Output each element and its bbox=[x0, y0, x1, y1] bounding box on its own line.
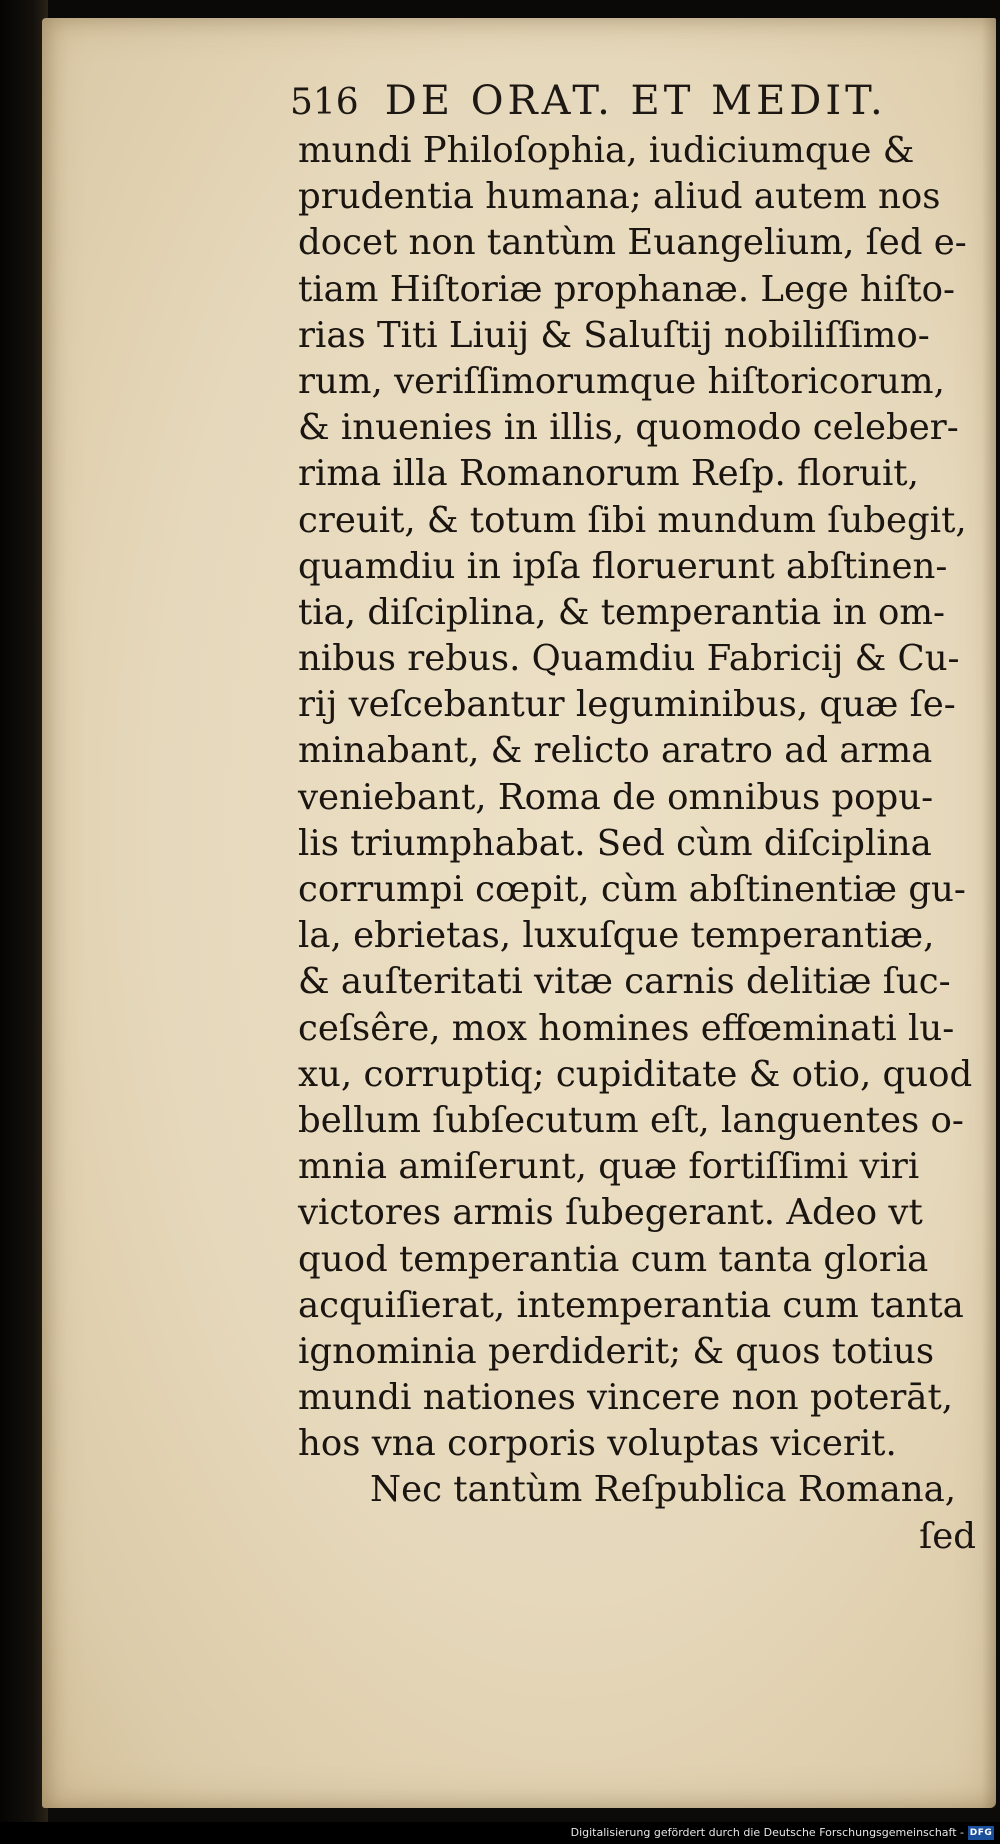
scan-border-left bbox=[0, 0, 48, 1844]
text-line: minabant, & relicto aratro ad arma bbox=[298, 730, 933, 772]
text-line: prudentia humana; aliud autem nos bbox=[298, 176, 941, 218]
text-line: rij veſcebantur leguminibus, quæ ſe- bbox=[298, 684, 956, 726]
text-line: creuit, & totum ſibi mundum ſubegit, bbox=[298, 499, 967, 541]
page-header bbox=[290, 78, 940, 124]
text-line: corrumpi cœpit, cùm abſtinentiæ gu- bbox=[298, 869, 966, 910]
text-line: veniebant, Roma de omnibus popu- bbox=[298, 776, 934, 818]
text-line: la, ebrietas, luxuſque temperantiæ, bbox=[298, 915, 935, 957]
footer-credit: Digitalisierung gefördert durch die Deutsche Forschungsgemeinschaft - bbox=[570, 1826, 964, 1839]
paragraph-start-line: Nec tantùm Reſpublica Romana, bbox=[370, 1469, 957, 1511]
text-line: docet non tantùm Euangelium, ſed e- bbox=[298, 222, 967, 264]
dfg-logo: DFG bbox=[969, 1828, 993, 1838]
text-line: ceſsêre, mox homines effœminati lu- bbox=[298, 1007, 955, 1049]
body-text bbox=[298, 128, 988, 1560]
text-line: rum, veriſſimorumque hiſtoricorum, bbox=[298, 360, 945, 402]
catchword: ſed bbox=[919, 1515, 976, 1557]
text-line: ignominia perdiderit; & quos totius bbox=[298, 1330, 935, 1372]
text-line: nibus rebus. Quamdiu Fabricij & Cu- bbox=[298, 638, 960, 680]
running-head: DE ORAT. ET MEDIT. bbox=[384, 78, 887, 124]
text-line: tia, diſciplina, & temperantia in om- bbox=[298, 591, 945, 633]
text-line: quamdiu in ipſa floruerunt abſtinen- bbox=[298, 545, 948, 587]
text-line: & inuenies in illis, quomodo celeber- bbox=[298, 407, 959, 449]
text-line: mnia amiſerunt, quæ fortiſſimi viri bbox=[298, 1146, 920, 1188]
text-line: bellum ſubſecutum eſt, languentes o- bbox=[298, 1099, 964, 1141]
text-line: tiam Hiſtoriæ prophanæ. Lege hiſto- bbox=[298, 268, 956, 310]
text-line: mundi nationes vincere non poterāt, bbox=[298, 1377, 954, 1419]
page-number: 516 bbox=[290, 82, 359, 123]
text-line: lis triumphabat. Sed cùm diſciplina bbox=[298, 822, 932, 864]
text-line: & auſteritati vitæ carnis delitiæ ſuc- bbox=[298, 961, 951, 1003]
text-line: acquiſierat, intemperantia cum tanta bbox=[298, 1284, 964, 1326]
text-line: rima illa Romanorum Reſp. floruit, bbox=[298, 453, 919, 495]
text-line: mundi Philoſophia, iudiciumque & bbox=[298, 130, 915, 171]
text-line: xu, corruptiq; cupiditate & otio, quod bbox=[298, 1053, 973, 1095]
text-line: quod temperantia cum tanta gloria bbox=[298, 1238, 929, 1280]
text-line: victores armis ſubegerant. Adeo vt bbox=[298, 1192, 923, 1234]
text-line: hos vna corporis voluptas vicerit. bbox=[298, 1423, 897, 1465]
text-line: rias Titi Liuij & Saluſtij nobiliſſimo- bbox=[298, 314, 930, 356]
